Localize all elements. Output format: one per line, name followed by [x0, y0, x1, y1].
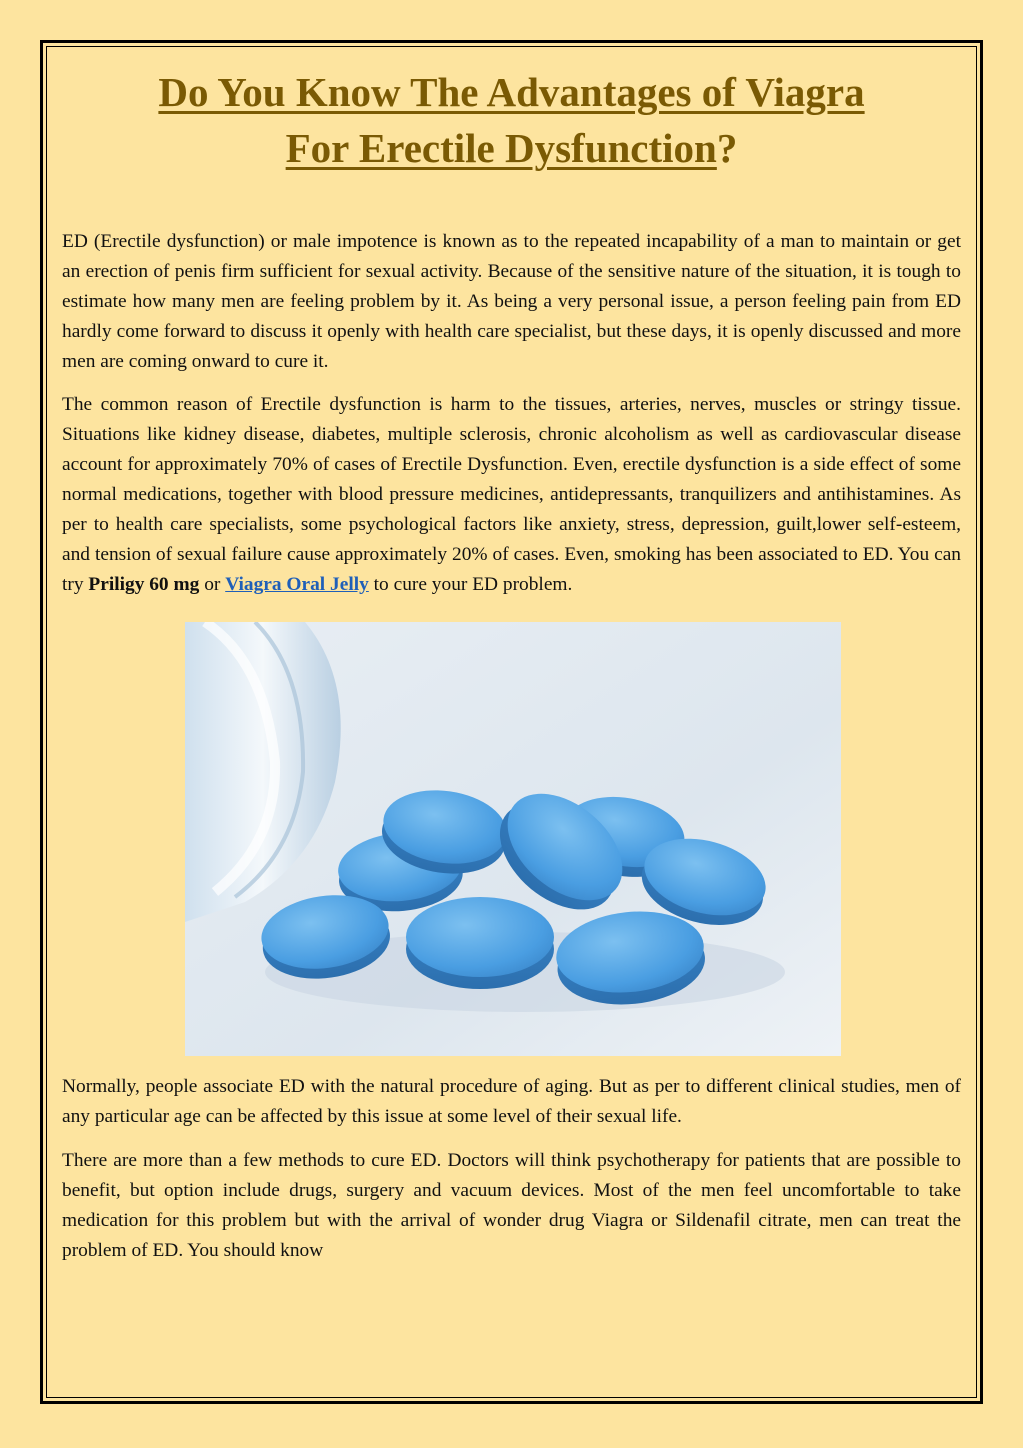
- paragraph-ed-causes: [62, 390, 961, 600]
- title-question-mark: ?: [716, 125, 738, 171]
- paragraph-ed-aging: Normally, people associate ED with the natural procedure of aging. But as per to different clinical studies, men of any particular age can be affected by this issue at some level of their sexual life.: [62, 1076, 961, 1127]
- blue-pills-photo: [185, 622, 841, 1056]
- or-text: or: [199, 574, 226, 595]
- paragraph-ed-causes-text: The common reason of Erectile dysfunction is harm to the tissues, arteries, nerves, muscles or stringy tissue. Situations like kidney disease, diabetes, multiple sclerosis, chronic alcoholism as well as cardiovascular disease account for approximately 70% of cases of Erectile Dysfunction. Even, erectile dysfunction is a side effect of some normal medications, together with blood pressure medicines, antidepressants, tranquilizers and antihistamines. As per to health care specialists, some psychological factors like anxiety, stress, depression, guilt,lower self-esteem, and tension of sexual failure cause approximately 20% of cases. Even, smoking has been associated to ED. You can try: [62, 394, 961, 595]
- title-line-1: Do You Know The Advantages of Viagra: [158, 69, 865, 115]
- paragraph-ed-definition: ED (Erectile dysfunction) or male impotence is known as to the repeated incapability of a man to maintain or get an erection of penis firm sufficient for sexual activity. Because of the sensitive nature of the situation, it is tough to estimate how many men are feeling problem by it. As being a very personal issue, a person feeling pain from ED hardly come forward to discuss it openly with health care specialist, but these days, it is openly discussed and more men are coming onward to cure it.: [62, 231, 961, 372]
- page-title: [62, 64, 961, 176]
- viagra-oral-jelly-link[interactable]: Viagra Oral Jelly: [225, 574, 369, 595]
- paragraph-ed-causes-end: to cure your ED problem.: [368, 574, 573, 595]
- paragraph-ed-treatment: There are more than a few methods to cure ED. Doctors will think psychotherapy for patients that are possible to benefit, but option include drugs, surgery and vacuum devices. Most of the men feel uncomfortable to take medication for this problem but with the arrival of wonder drug Viagra or Sildenafil citrate, men can treat the problem of ED. You should know: [62, 1150, 961, 1261]
- document-content: [62, 64, 961, 1266]
- title-line-2: For Erectile Dysfunction: [285, 125, 717, 171]
- priligy-product-name: Priligy 60 mg: [88, 574, 200, 595]
